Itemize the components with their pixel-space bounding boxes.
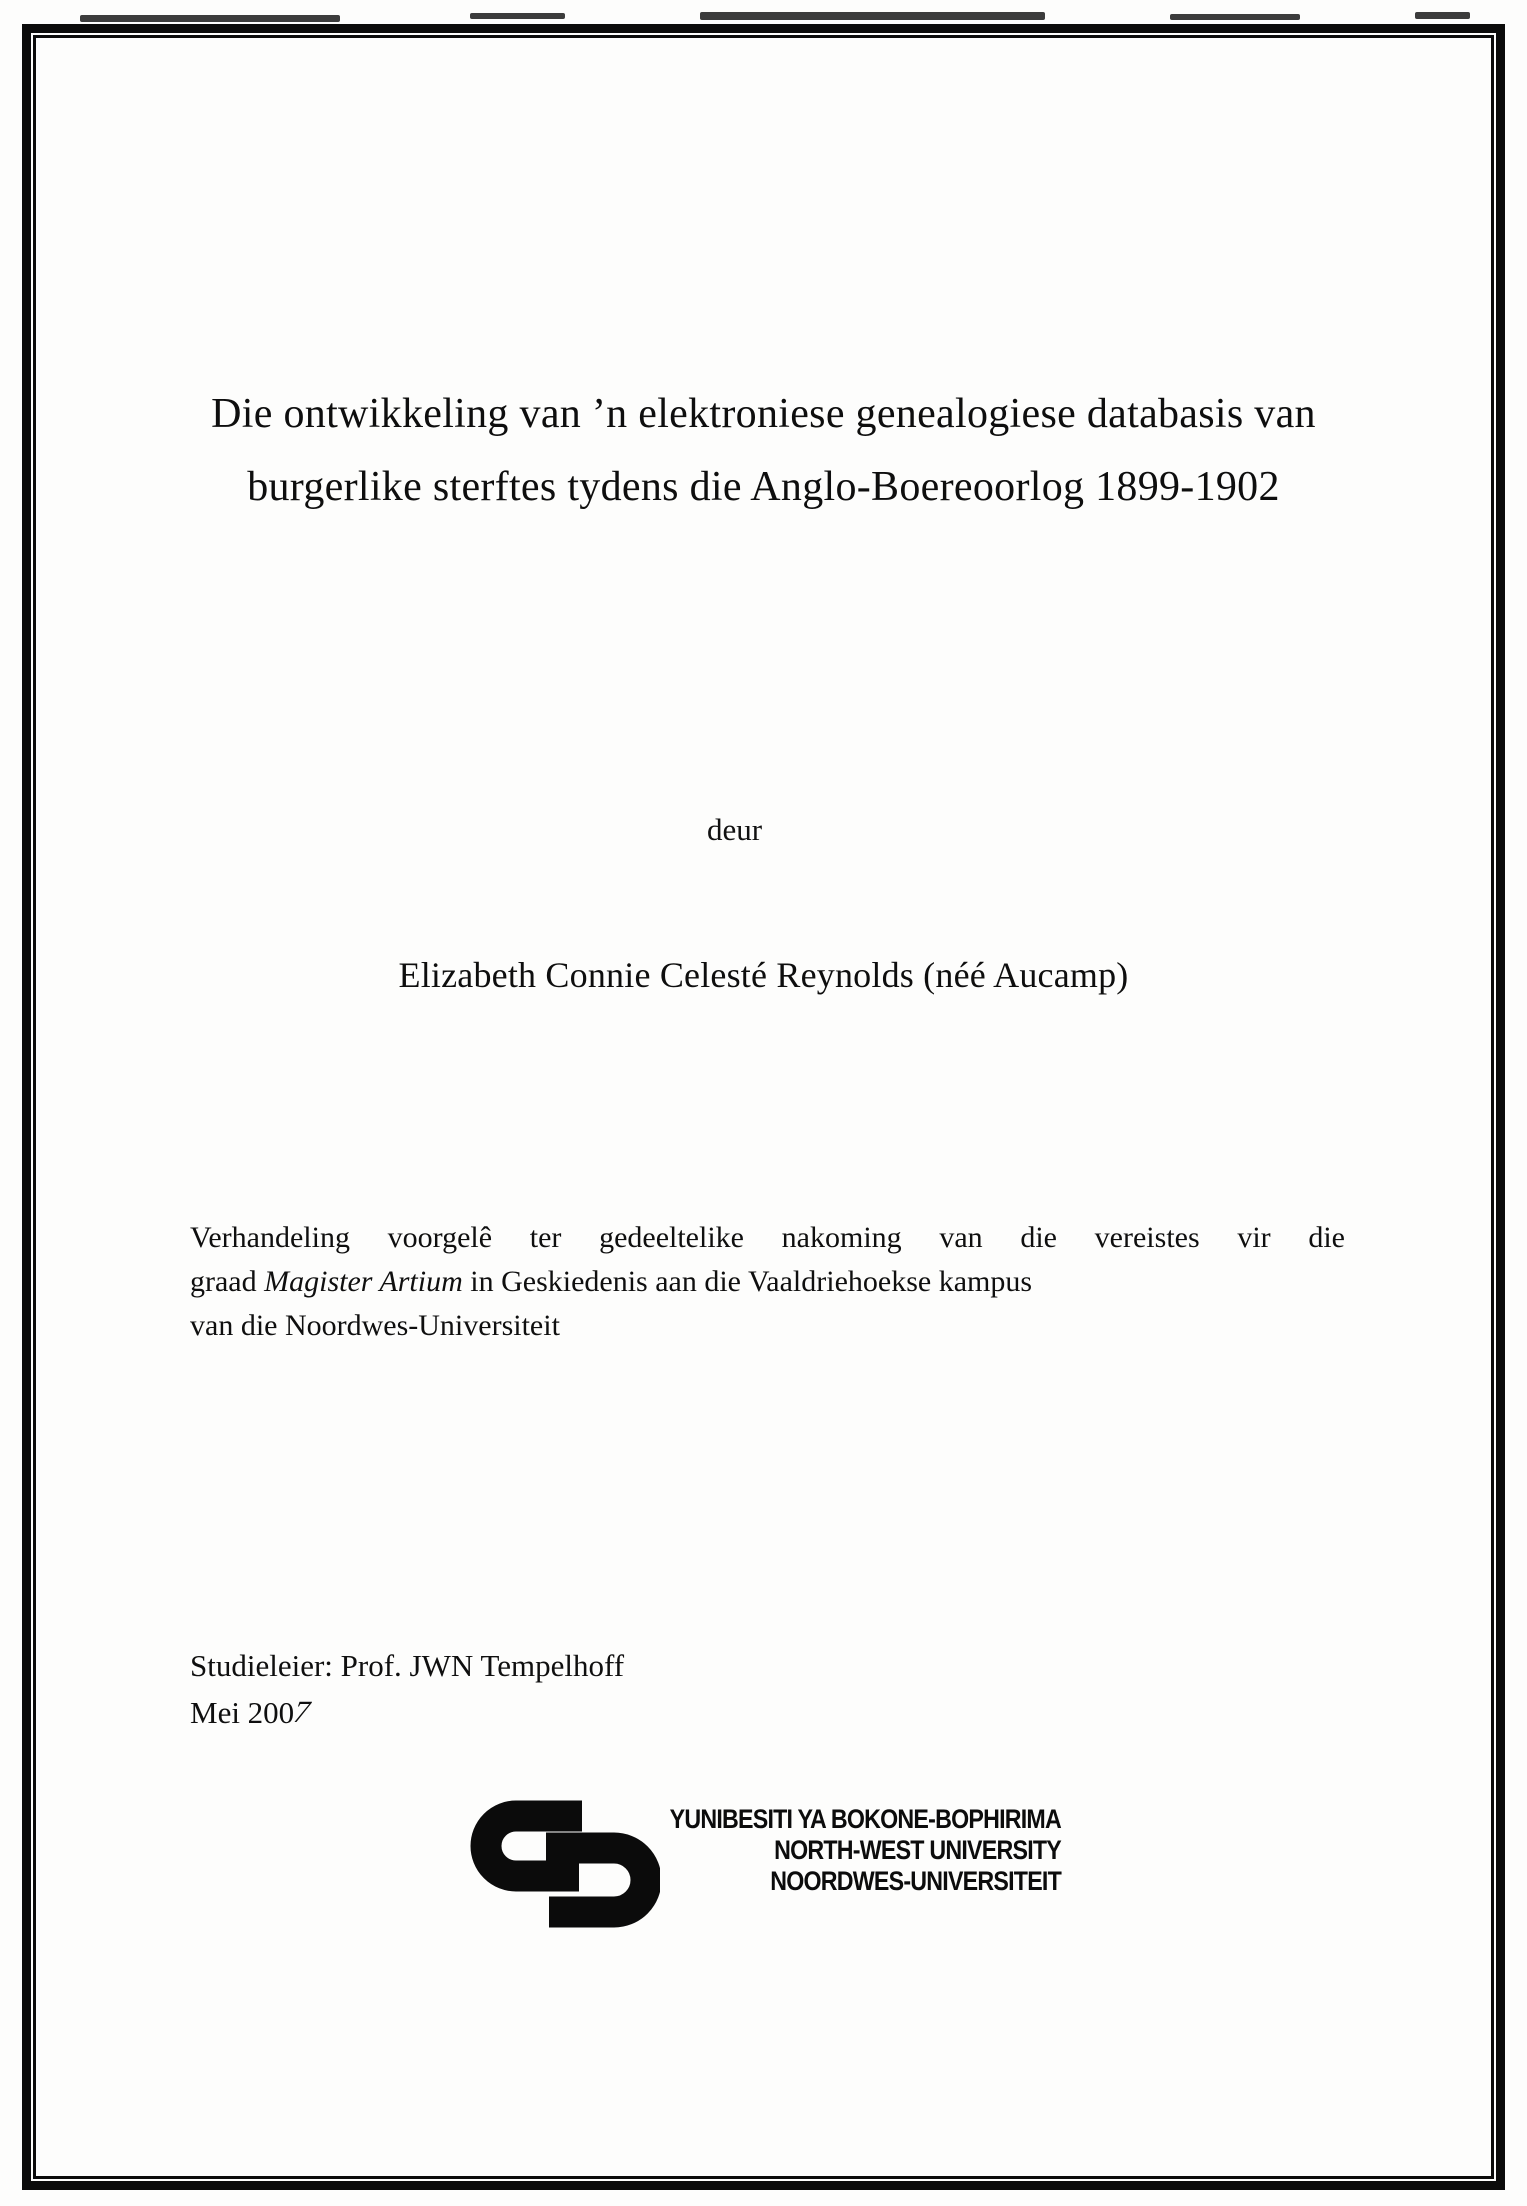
wordmark-setswana: YUNIBESITI YA BOKONE-BOPHIRIMA: [669, 1804, 1061, 1834]
scan-artifact: [80, 15, 340, 22]
degree-statement-line-2-post: in Geskiedenis aan die Vaaldriehoekse kampus: [462, 1265, 1033, 1298]
thesis-title-line-1: Die ontwikkeling van ’n elektroniese genealogiese databasis van: [211, 391, 1316, 437]
date-last-digit: 7: [288, 1694, 316, 1729]
degree-statement-line-2: [190, 1260, 1345, 1304]
scan-artifact: [1415, 12, 1470, 19]
author-name: Elizabeth Connie Celesté Reynolds (néé Aucamp): [398, 955, 1129, 995]
scan-artifact: [1170, 14, 1300, 20]
byline-label: deur: [706, 812, 763, 847]
date-line: [190, 1689, 624, 1736]
thesis-title: [0, 378, 1527, 524]
date-prefix: Mei 200: [190, 1695, 295, 1730]
university-wordmark: [583, 1804, 1061, 1897]
degree-statement-line-3: van die Noordwes-Universiteit: [190, 1309, 560, 1342]
wordmark-afrikaans: NOORDWES-UNIVERSITEIT: [770, 1866, 1061, 1896]
degree-statement: [190, 1216, 1345, 1348]
degree-statement-line-2-pre: graad: [190, 1265, 265, 1298]
supervisor-block: [190, 1642, 624, 1736]
degree-statement-line-1: Verhandeling voorgelê ter gedeeltelike nakoming van die vereistes vir die: [190, 1221, 1345, 1254]
scan-artifact: [470, 13, 565, 19]
wordmark-english: NORTH-WEST UNIVERSITY: [774, 1835, 1061, 1865]
supervisor-line: Studieleier: Prof. JWN Tempelhoff: [190, 1648, 625, 1683]
thesis-title-line-2: burgerlike sterftes tydens die Anglo-Boereoorlog 1899-1902: [247, 464, 1280, 510]
degree-name-italic: Magister Artium: [264, 1265, 463, 1298]
scan-artifact: [700, 12, 1045, 20]
